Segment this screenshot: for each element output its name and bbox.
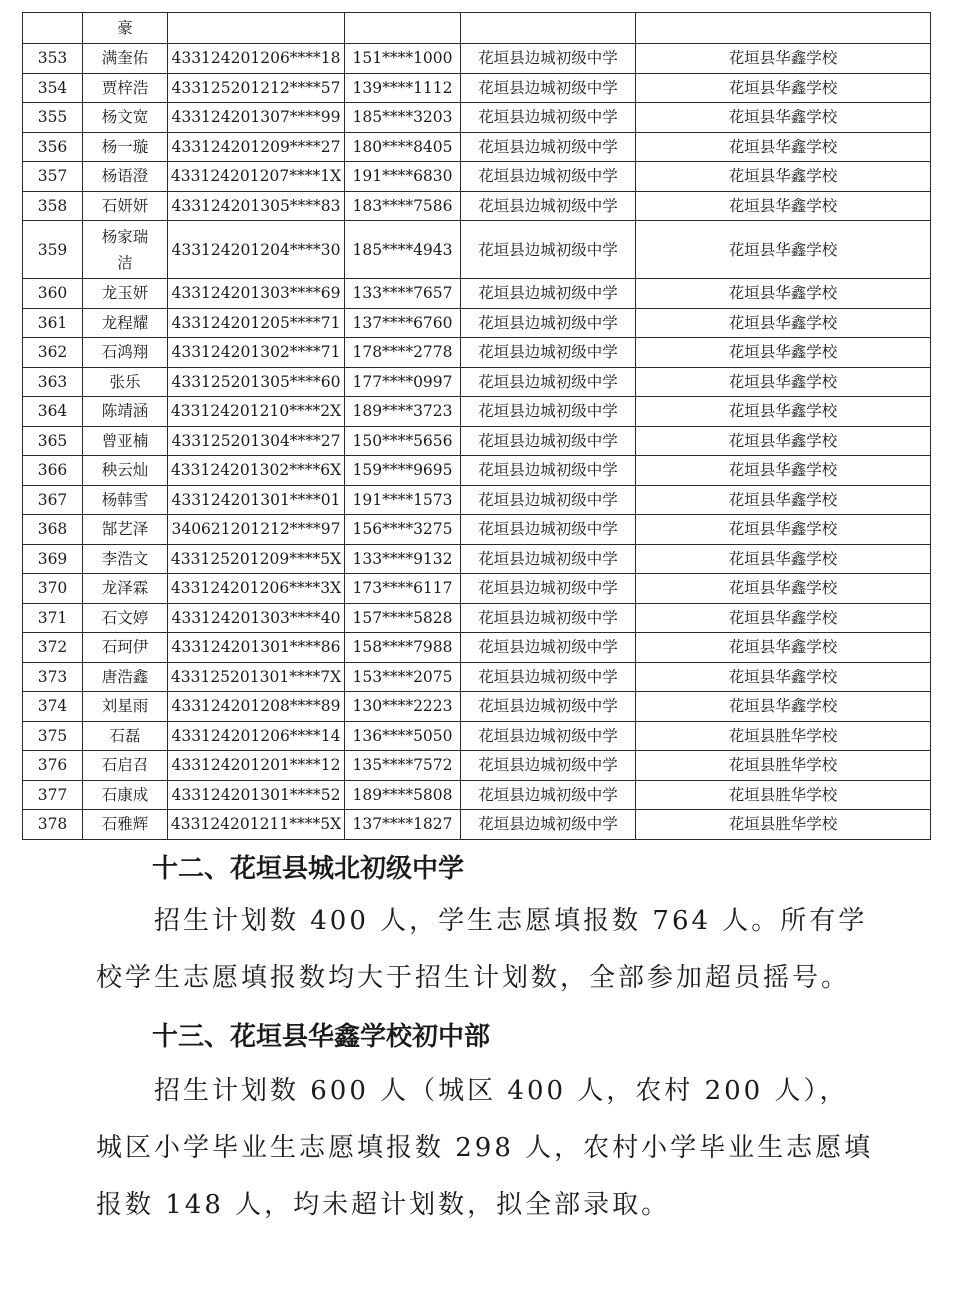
cell-id: 433125201304****27: [168, 426, 345, 456]
cell-id: 433124201302****71: [168, 338, 345, 368]
cell-no: 367: [23, 485, 83, 515]
table-row: [23, 338, 931, 368]
cell-to-school: 花垣县华鑫学校: [636, 308, 931, 338]
cell-to-school: 花垣县胜华学校: [636, 780, 931, 810]
cell-from-school: 花垣县边城初级中学: [461, 515, 636, 545]
table-row: [23, 73, 931, 103]
cell-to-school: 花垣县华鑫学校: [636, 103, 931, 133]
cell-name: 石文婷: [83, 603, 168, 633]
cell-to-school: 花垣县华鑫学校: [636, 162, 931, 192]
cell-from-school: 花垣县边城初级中学: [461, 426, 636, 456]
section-12-body: [0, 893, 960, 1007]
cell-to-school: 花垣县华鑫学校: [636, 221, 931, 279]
cell-phone: 191****6830: [345, 162, 461, 192]
cell-no: 371: [23, 603, 83, 633]
cell-phone: 158****7988: [345, 633, 461, 663]
cell-phone: 173****6117: [345, 574, 461, 604]
cell-from-school: 花垣县边城初级中学: [461, 633, 636, 663]
cell-phone: 185****4943: [345, 221, 461, 279]
cell-name: 陈靖涵: [83, 397, 168, 427]
cell-id: 433124201301****86: [168, 633, 345, 663]
cell-no: 358: [23, 191, 83, 221]
cell-id: 433124201211****5X: [168, 810, 345, 840]
cell-to-school: 花垣县胜华学校: [636, 721, 931, 751]
cell-id: 433124201207****1X: [168, 162, 345, 192]
cell-from-school: 花垣县边城初级中学: [461, 662, 636, 692]
cell-name: 石珂伊: [83, 633, 168, 663]
cell-to-school: 花垣县华鑫学校: [636, 662, 931, 692]
cell-to-school: 花垣县华鑫学校: [636, 544, 931, 574]
cell-from-school: 花垣县边城初级中学: [461, 751, 636, 781]
cell-phone: 153****2075: [345, 662, 461, 692]
cell-id: 433124201201****12: [168, 751, 345, 781]
cell-from-school: 花垣县边城初级中学: [461, 162, 636, 192]
cell-no: 365: [23, 426, 83, 456]
cell-name: 杨语澄: [83, 162, 168, 192]
table-row: [23, 751, 931, 781]
cell-phone: 133****9132: [345, 544, 461, 574]
cell-no: 363: [23, 367, 83, 397]
section-13-paragraph: 招生计划数 600 人（城区 400 人，农村 200 人），城区小学毕业生志愿填报数 298 人，农村小学毕业生志愿填报数 148 人，均未超计划数，拟全部录取。: [96, 1076, 874, 1220]
table-row: [23, 397, 931, 427]
cell-no: 373: [23, 662, 83, 692]
table-row: [23, 44, 931, 74]
section-12: [0, 852, 960, 886]
admission-table: [22, 12, 931, 840]
cell-phone: 157****5828: [345, 603, 461, 633]
cell-phone: 185****3203: [345, 103, 461, 133]
cell-from-school: 花垣县边城初级中学: [461, 397, 636, 427]
table-row: [23, 692, 931, 722]
cell-to-school: 花垣县华鑫学校: [636, 633, 931, 663]
cell-id: 433124201206****14: [168, 721, 345, 751]
section-13: [0, 1020, 960, 1054]
cell-phone: 130****2223: [345, 692, 461, 722]
cell-id: 433124201305****83: [168, 191, 345, 221]
table-row: [23, 221, 931, 279]
cell-name: 龙玉妍: [83, 279, 168, 309]
cell-to-school: 花垣县胜华学校: [636, 810, 931, 840]
cell-name: 杨一璇: [83, 132, 168, 162]
table-row: [23, 544, 931, 574]
cell-from-school: 花垣县边城初级中学: [461, 191, 636, 221]
cell-from-school: 花垣县边城初级中学: [461, 485, 636, 515]
cell-id: 433125201301****7X: [168, 662, 345, 692]
table-row: [23, 103, 931, 133]
cell-from-school: 花垣县边城初级中学: [461, 103, 636, 133]
cell-to-school: 花垣县华鑫学校: [636, 603, 931, 633]
cell-from-school: 花垣县边城初级中学: [461, 544, 636, 574]
table-row: [23, 662, 931, 692]
cell-name: 石鸿翔: [83, 338, 168, 368]
cell-phone: 135****7572: [345, 751, 461, 781]
cell-from-school: 花垣县边城初级中学: [461, 132, 636, 162]
cell-name: 石启召: [83, 751, 168, 781]
table-row: [23, 132, 931, 162]
cell-id: 433124201206****18: [168, 44, 345, 74]
cell-to-school: 花垣县华鑫学校: [636, 132, 931, 162]
table-row: [23, 603, 931, 633]
cell-from-school: 花垣县边城初级中学: [461, 574, 636, 604]
cell-from-school: 花垣县边城初级中学: [461, 456, 636, 486]
cell-phone: 137****1827: [345, 810, 461, 840]
cell-from-school: 花垣县边城初级中学: [461, 308, 636, 338]
cell-name: 龙泽霖: [83, 574, 168, 604]
cell-name: 石妍妍: [83, 191, 168, 221]
cell-name: 杨韩雪: [83, 485, 168, 515]
cell-phone: 137****6760: [345, 308, 461, 338]
cell-from-school: 花垣县边城初级中学: [461, 780, 636, 810]
cell-from-school: 花垣县边城初级中学: [461, 73, 636, 103]
cell-from-school: 花垣县边城初级中学: [461, 279, 636, 309]
cell-no: 361: [23, 308, 83, 338]
cell-id: 433124201208****89: [168, 692, 345, 722]
cell-to-school: [636, 13, 931, 44]
cell-id: 433124201206****3X: [168, 574, 345, 604]
cell-id: 433124201204****30: [168, 221, 345, 279]
cell-name: 贾梓浩: [83, 73, 168, 103]
cell-phone: 183****7586: [345, 191, 461, 221]
cell-from-school: 花垣县边城初级中学: [461, 44, 636, 74]
table-row-continued: [23, 13, 931, 44]
cell-no: 355: [23, 103, 83, 133]
cell-id: 433124201302****6X: [168, 456, 345, 486]
cell-phone: 151****1000: [345, 44, 461, 74]
cell-name: 石雅辉: [83, 810, 168, 840]
table-row: [23, 308, 931, 338]
cell-name: 唐浩鑫: [83, 662, 168, 692]
cell-to-school: 花垣县华鑫学校: [636, 279, 931, 309]
cell-to-school: 花垣县华鑫学校: [636, 367, 931, 397]
cell-phone: 178****2778: [345, 338, 461, 368]
cell-phone: 159****9695: [345, 456, 461, 486]
cell-phone: 189****5808: [345, 780, 461, 810]
cell-name: 满奎佑: [83, 44, 168, 74]
cell-id: 433125201209****5X: [168, 544, 345, 574]
cell-name: 郜艺泽: [83, 515, 168, 545]
cell-from-school: [461, 13, 636, 44]
cell-name: 张乐: [83, 367, 168, 397]
cell-no: 356: [23, 132, 83, 162]
cell-name: 秧云灿: [83, 456, 168, 486]
cell-id: 433124201301****01: [168, 485, 345, 515]
cell-from-school: 花垣县边城初级中学: [461, 692, 636, 722]
cell-id: 433125201212****57: [168, 73, 345, 103]
cell-no: 370: [23, 574, 83, 604]
cell-phone: 177****0997: [345, 367, 461, 397]
table-row: [23, 780, 931, 810]
cell-id: [168, 13, 345, 44]
cell-from-school: 花垣县边城初级中学: [461, 338, 636, 368]
cell-name: 石康成: [83, 780, 168, 810]
cell-to-school: 花垣县华鑫学校: [636, 338, 931, 368]
cell-phone: 156****3275: [345, 515, 461, 545]
cell-no: 376: [23, 751, 83, 781]
table-row: [23, 191, 931, 221]
table-row: [23, 810, 931, 840]
cell-name: 龙程耀: [83, 308, 168, 338]
cell-from-school: 花垣县边城初级中学: [461, 221, 636, 279]
cell-no: 372: [23, 633, 83, 663]
cell-no: 366: [23, 456, 83, 486]
cell-to-school: 花垣县华鑫学校: [636, 73, 931, 103]
cell-name: 石磊: [83, 721, 168, 751]
cell-name: 豪: [83, 13, 168, 44]
cell-name: 杨文宽: [83, 103, 168, 133]
cell-from-school: 花垣县边城初级中学: [461, 603, 636, 633]
cell-to-school: 花垣县华鑫学校: [636, 456, 931, 486]
table-row: [23, 515, 931, 545]
cell-id: 433125201305****60: [168, 367, 345, 397]
cell-to-school: 花垣县华鑫学校: [636, 426, 931, 456]
cell-name: 刘星雨: [83, 692, 168, 722]
cell-no: 359: [23, 221, 83, 279]
table-row: [23, 456, 931, 486]
cell-to-school: 花垣县华鑫学校: [636, 692, 931, 722]
cell-id: 433124201301****52: [168, 780, 345, 810]
section-13-heading: 十三、花垣县华鑫学校初中部: [152, 1022, 491, 1052]
cell-phone: 139****1112: [345, 73, 461, 103]
cell-no: 368: [23, 515, 83, 545]
cell-no: 362: [23, 338, 83, 368]
cell-id: 433124201303****40: [168, 603, 345, 633]
table-row: [23, 633, 931, 663]
table-row: [23, 279, 931, 309]
cell-id: 433124201210****2X: [168, 397, 345, 427]
table-row: [23, 721, 931, 751]
cell-to-school: 花垣县华鑫学校: [636, 397, 931, 427]
table-row: [23, 162, 931, 192]
cell-phone: 136****5050: [345, 721, 461, 751]
cell-name: 曾亚楠: [83, 426, 168, 456]
cell-no: 354: [23, 73, 83, 103]
cell-name: 李浩文: [83, 544, 168, 574]
cell-no: 377: [23, 780, 83, 810]
cell-phone: 189****3723: [345, 397, 461, 427]
cell-to-school: 花垣县华鑫学校: [636, 191, 931, 221]
cell-no: 360: [23, 279, 83, 309]
cell-phone: [345, 13, 461, 44]
table-row: [23, 574, 931, 604]
cell-to-school: 花垣县华鑫学校: [636, 574, 931, 604]
cell-id: 433124201307****99: [168, 103, 345, 133]
admission-table-body: [23, 13, 931, 840]
cell-name: 杨家瑞 洁: [83, 221, 168, 279]
table-row: [23, 367, 931, 397]
cell-to-school: 花垣县华鑫学校: [636, 485, 931, 515]
cell-from-school: 花垣县边城初级中学: [461, 367, 636, 397]
section-12-heading: 十二、花垣县城北初级中学: [152, 854, 465, 884]
cell-no: 357: [23, 162, 83, 192]
cell-phone: 180****8405: [345, 132, 461, 162]
cell-phone: 133****7657: [345, 279, 461, 309]
cell-no: 369: [23, 544, 83, 574]
cell-no: 353: [23, 44, 83, 74]
cell-to-school: 花垣县华鑫学校: [636, 44, 931, 74]
cell-to-school: 花垣县胜华学校: [636, 751, 931, 781]
cell-to-school: 花垣县华鑫学校: [636, 515, 931, 545]
section-13-body: [0, 1063, 960, 1234]
cell-id: 433124201303****69: [168, 279, 345, 309]
cell-from-school: 花垣县边城初级中学: [461, 721, 636, 751]
cell-id: 340621201212****97: [168, 515, 345, 545]
cell-no: 375: [23, 721, 83, 751]
cell-no: 364: [23, 397, 83, 427]
section-12-paragraph: 招生计划数 400 人，学生志愿填报数 764 人。所有学校学生志愿填报数均大于招生计划数，全部参加超员摇号。: [96, 906, 868, 993]
cell-from-school: 花垣县边城初级中学: [461, 810, 636, 840]
cell-phone: 150****5656: [345, 426, 461, 456]
table-row: [23, 485, 931, 515]
cell-no: [23, 13, 83, 44]
cell-id: 433124201205****71: [168, 308, 345, 338]
cell-no: 374: [23, 692, 83, 722]
cell-no: 378: [23, 810, 83, 840]
cell-id: 433124201209****27: [168, 132, 345, 162]
cell-phone: 191****1573: [345, 485, 461, 515]
table-row: [23, 426, 931, 456]
